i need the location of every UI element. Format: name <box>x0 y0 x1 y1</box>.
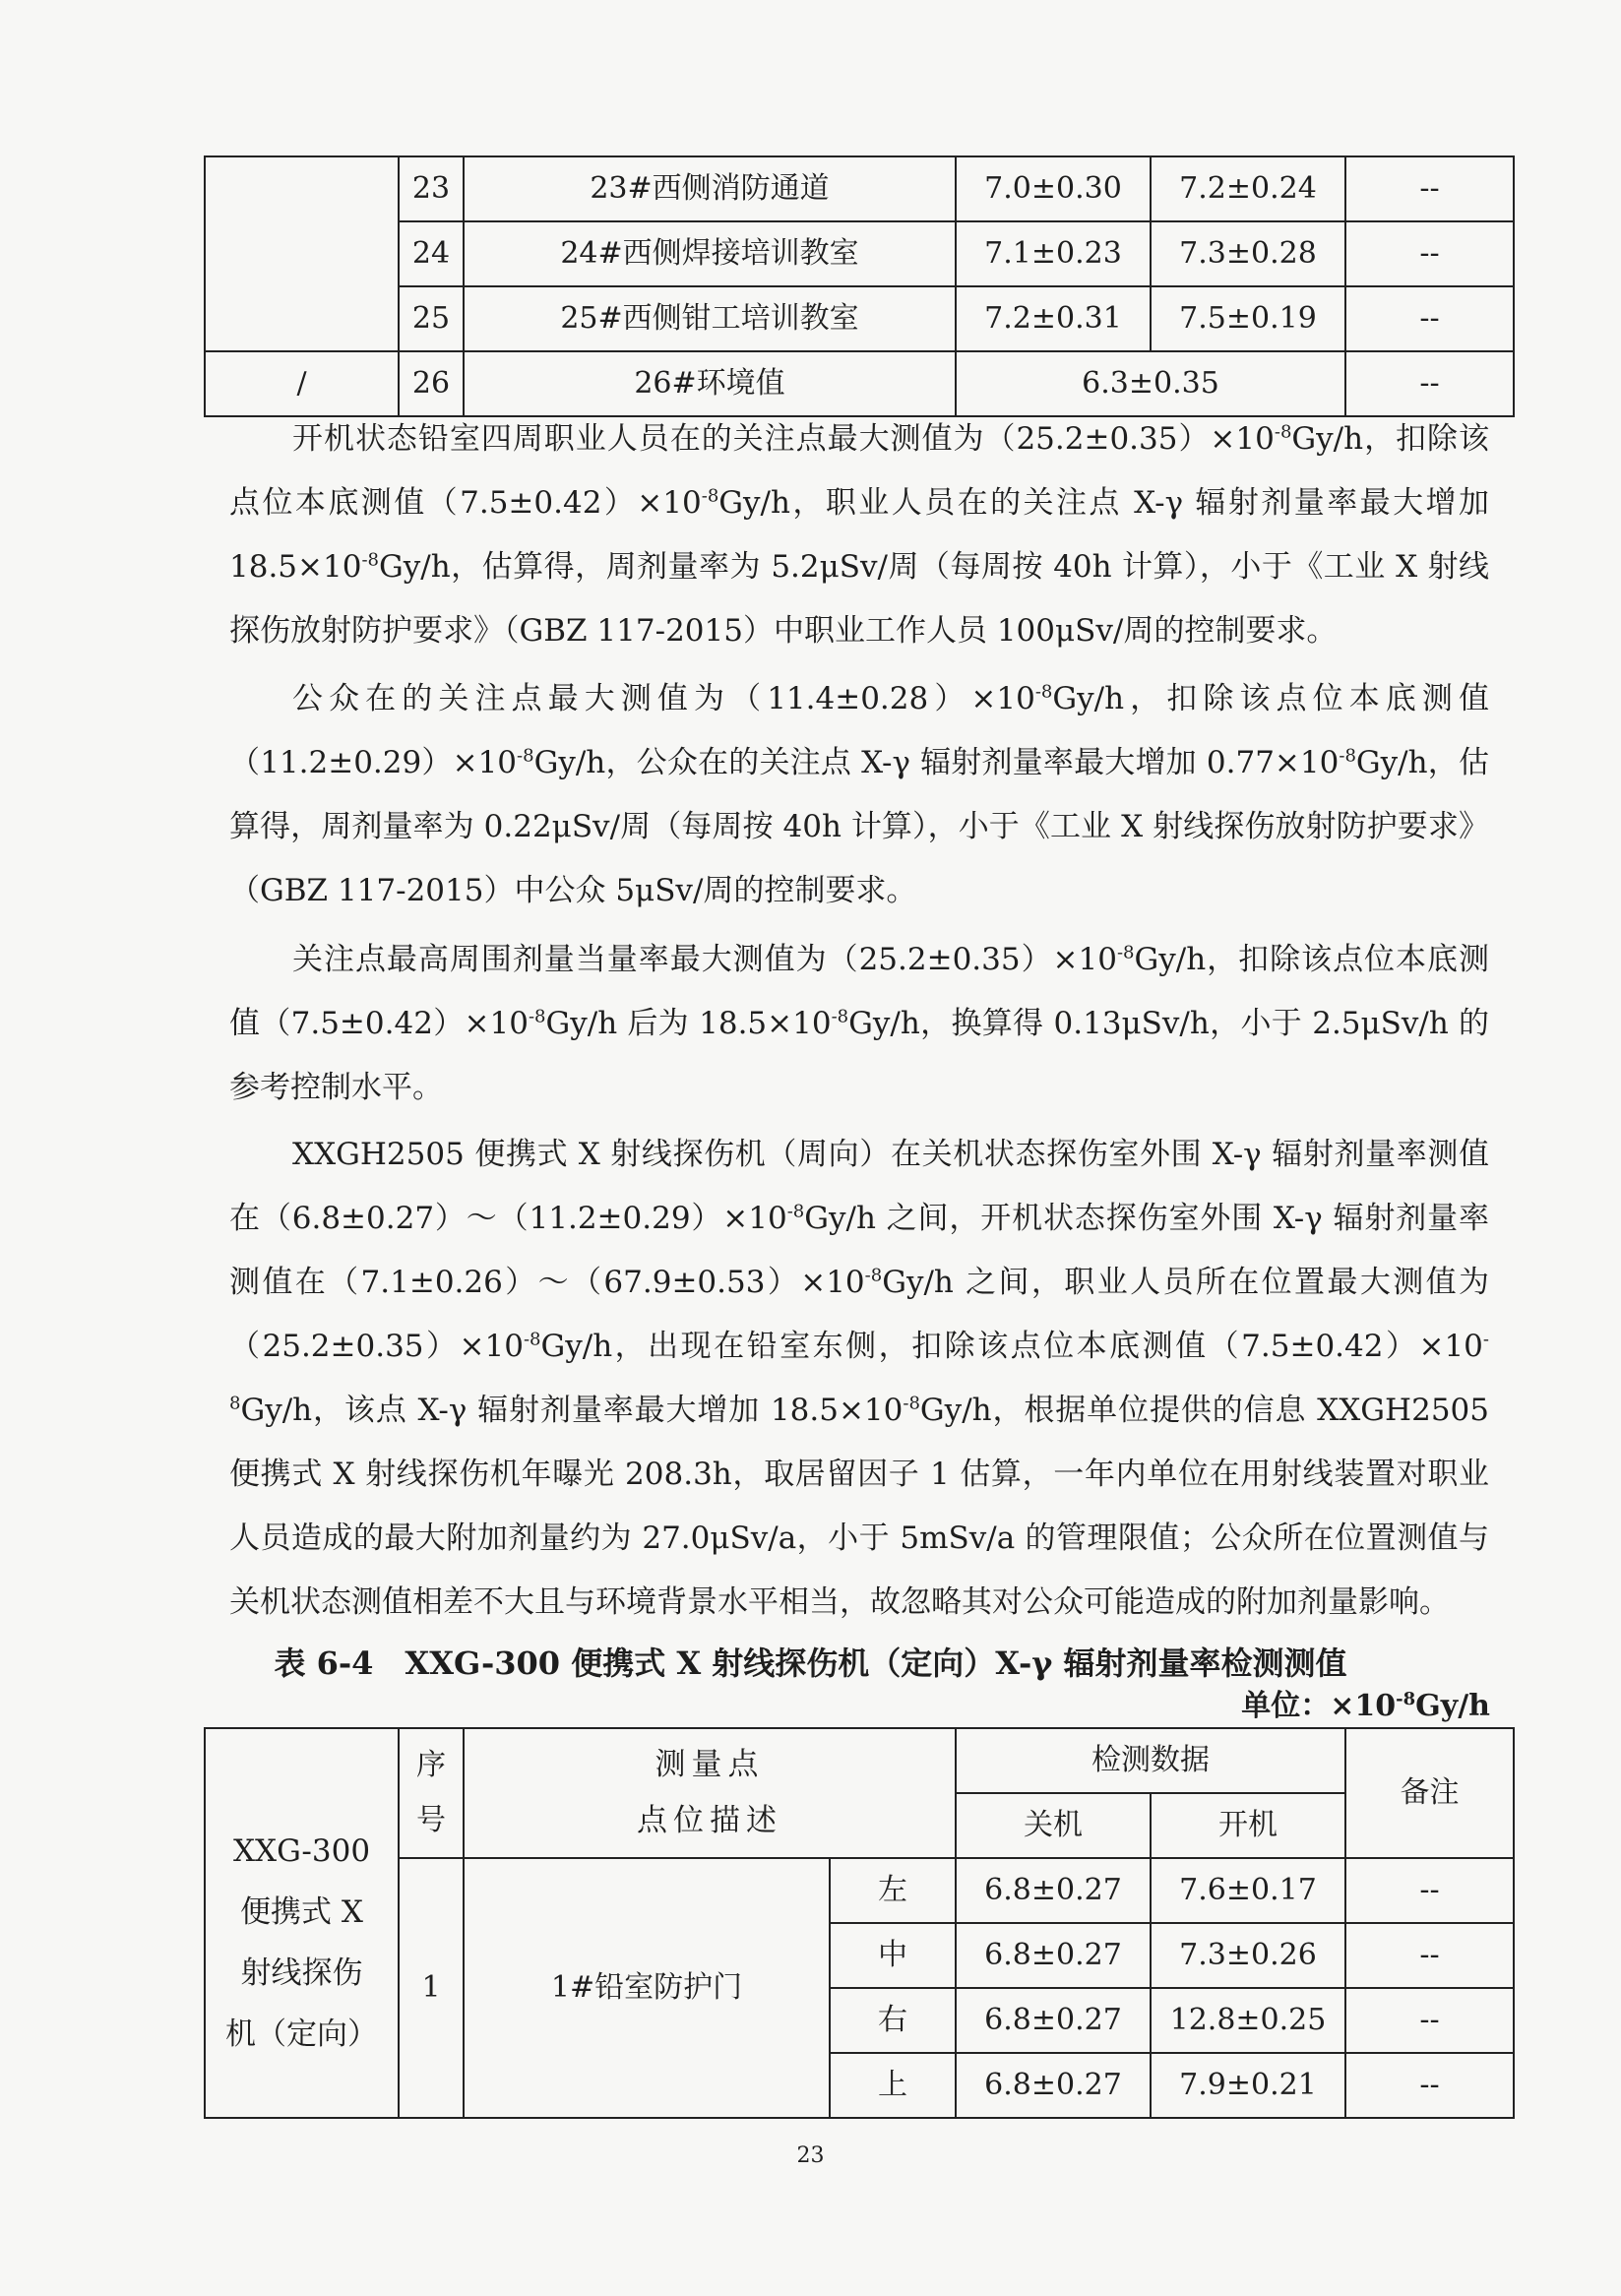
measurement-table-continued <box>204 155 1515 417</box>
off-value: 6.8±0.27 <box>956 1858 1151 1923</box>
table-unit: 单位：$\times 10^{-8}Gy/h$ <box>1241 1689 1490 1723</box>
on-value: 7.5±0.19 <box>1151 286 1345 351</box>
remark: -- <box>1345 351 1514 416</box>
header-data: 检测数据 <box>956 1728 1345 1793</box>
header-number: 序 号 <box>399 1728 464 1858</box>
row-number: 23 <box>399 156 464 221</box>
remark: -- <box>1345 156 1514 221</box>
remark: -- <box>1345 1858 1514 1923</box>
point-description: 25#西侧钳工培训教室 <box>464 286 956 351</box>
remark: -- <box>1345 221 1514 286</box>
row-number: 24 <box>399 221 464 286</box>
remark: -- <box>1345 2053 1514 2118</box>
device-cell <box>205 1728 399 2118</box>
on-value: 7.9±0.21 <box>1151 2053 1345 2118</box>
paragraph-max-rate: 关注点最高周围剂量当量率最大测值为$(25.2\pm 0.35)\times 10^{-8}Gy/h$，扣除该点位本底测值$(7.5\pm 0.42)\times 10^{-8}Gy/h$ 后为 $18.5\times 10^{-8}Gy/h$，换算得 0.13μSv/h，小于 2.5μSv/h 的参考控制水平。 <box>229 942 1489 1105</box>
device-label: XXG-300 便携式 X 射线探伤 机（定向） <box>225 1833 378 2052</box>
header-remark: 备注 <box>1345 1728 1514 1858</box>
point-description: 24#西侧焊接培训教室 <box>464 221 956 286</box>
row-number: 1 <box>399 1858 464 2118</box>
on-value: 7.2±0.24 <box>1151 156 1345 221</box>
table-row <box>205 1858 1514 1923</box>
off-value: 7.1±0.23 <box>956 221 1151 286</box>
table-row <box>205 286 1514 351</box>
off-value: 6.8±0.27 <box>956 1923 1151 1988</box>
measurement-table-6-4 <box>204 1727 1515 2119</box>
row-number: 26 <box>399 351 464 416</box>
on-value: 7.3±0.26 <box>1151 1923 1345 1988</box>
position: 右 <box>830 1988 956 2053</box>
header-off: 关机 <box>956 1793 1151 1858</box>
paragraph-summary: XXGH2505 便携式 X 射线探伤机（周向）在关机状态探伤室外围 X-γ 辐射剂量率测值在$(6.8\pm 0.27)\sim(11.2\pm 0.29)\times 10^{-8}Gy/h$ 之间，开机状态探伤室外围 X-γ 辐射剂量率测值在$(7.1\pm 0.26)\sim(67.9\pm 0.53)\times 10^{-8}Gy/h$ 之间，职业人员所在位置最大测值为$(25.2\pm 0.35)\times 10^{-8}Gy/h$，出现在铅室东侧，扣除该点位本底测值$(7.5\pm 0.42)\times 10^{-8}Gy/h$，该点 X-γ 辐射剂量率最大增加 $18.5\times 10^{-8}Gy/h$，根据单位提供的信息 XXGH2505 便携式 X 射线探伤机年曝光 208.3h，取居留因子 1 估算，一年内单位在用射线装置对职业人员造成的最大附加剂量约为 27.0μSv/a，小于 5mSv/a 的管理限值；公众所在位置测值与关机状态测值相差不大且与环境背景水平相当，故忽略其对公众可能造成的附加剂量影响。 <box>229 1137 1489 1620</box>
remark: -- <box>1345 1988 1514 2053</box>
remark: -- <box>1345 286 1514 351</box>
position: 左 <box>830 1858 956 1923</box>
point-description: 1#铅室防护门 <box>464 1858 830 2118</box>
group-cell <box>205 156 399 351</box>
header-on: 开机 <box>1151 1793 1345 1858</box>
merged-value: 6.3±0.35 <box>956 351 1345 416</box>
paragraph-occupational: 开机状态铅室四周职业人员在的关注点最大测值为$(25.2\pm 0.35)\times 10^{-8}Gy/h$，扣除该点位本底测值$(7.5\pm 0.42)\times 10^{-8}Gy/h$，职业人员在的关注点 X-γ 辐射剂量率最大增加 $18.5\times 10^{-8}Gy/h$，估算得，周剂量率为 5.2μSv/周（每周按 40h 计算），小于《工业 X 射线探伤放射防护要求》（GBZ 117-2015）中职业工作人员 100μSv/周的控制要求。 <box>229 421 1490 649</box>
remark: -- <box>1345 1923 1514 1988</box>
off-value: 7.2±0.31 <box>956 286 1151 351</box>
header-point: 测量点 点位描述 <box>464 1728 956 1858</box>
on-value: 7.3±0.28 <box>1151 221 1345 286</box>
off-value: 6.8±0.27 <box>956 2053 1151 2118</box>
paragraph-public: 公众在的关注点最大测值为$(11.4\pm 0.28)\times 10^{-8}Gy/h$，扣除该点位本底测值$(11.2\pm 0.29)\times 10^{-8}Gy/h$，公众在的关注点 X-γ 辐射剂量率最大增加 $0.77\times 10^{-8}Gy/h$，估算得，周剂量率为 0.22μSv/周（每周按 40h 计算），小于《工业 X 射线探伤放射防护要求》（GBZ 117-2015）中公众 5μSv/周的控制要求。 <box>229 681 1490 908</box>
row-number: 25 <box>399 286 464 351</box>
table-row <box>205 221 1514 286</box>
table-caption: 表 6-4 XXG-300 便携式 X 射线探伤机（定向）X-γ 辐射剂量率检测测值 <box>274 1644 1347 1682</box>
on-value: 7.6±0.17 <box>1151 1858 1345 1923</box>
group-cell: / <box>205 351 399 416</box>
point-description: 23#西侧消防通道 <box>464 156 956 221</box>
position: 上 <box>830 2053 956 2118</box>
off-value: 6.8±0.27 <box>956 1988 1151 2053</box>
point-description: 26#环境值 <box>464 351 956 416</box>
position: 中 <box>830 1923 956 1988</box>
page-number: 23 <box>796 2143 825 2168</box>
header-row <box>205 1728 1514 1793</box>
on-value: 12.8±0.25 <box>1151 1988 1345 2053</box>
table-row <box>205 156 1514 221</box>
off-value: 7.0±0.30 <box>956 156 1151 221</box>
